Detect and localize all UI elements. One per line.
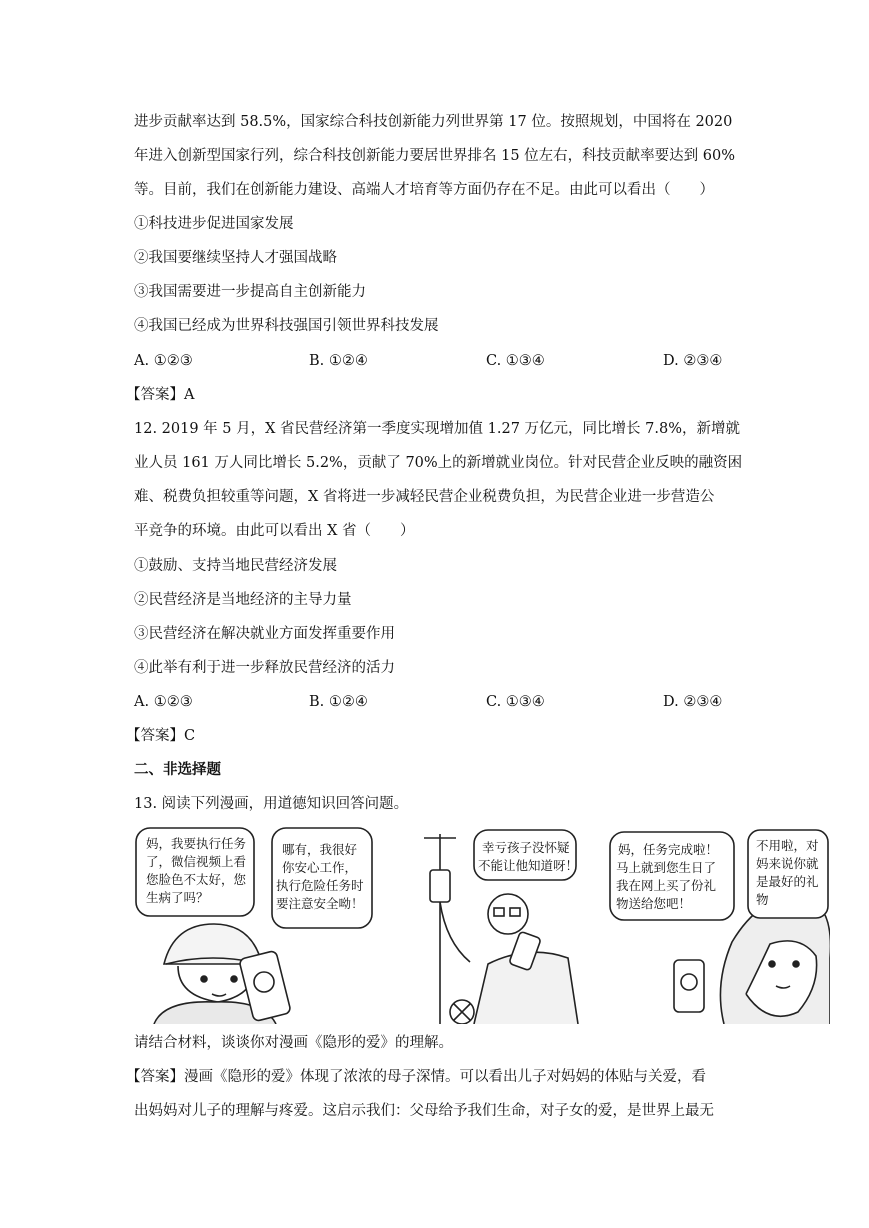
q11-answer: 【答案】A <box>126 387 195 403</box>
q11-option-b[interactable]: B. ①②④ <box>309 353 368 369</box>
bubble1-line-3: 您脸色不太好，您 <box>146 872 247 887</box>
bubble2-line-1: 哪有，我很好 <box>282 842 358 857</box>
q12-statement-3: ③民营经济在解决就业方面发挥重要作用 <box>134 626 395 642</box>
q13-answer-line-2: 出妈妈对儿子的理解与疼爱。这启示我们：父母给予我们生命，对子女的爱，是世界上最无 <box>134 1103 714 1119</box>
bubble3-line-1: 幸亏孩子没怀疑 <box>482 840 570 855</box>
q12-statement-4: ④此举有利于进一步释放民营经济的活力 <box>134 660 395 676</box>
bubble4-line-3: 我在网上买了份礼 <box>616 878 717 893</box>
q12-option-b[interactable]: B. ①②④ <box>309 694 368 710</box>
bubble1-line-2: 了，微信视频上看 <box>146 854 247 869</box>
bubble5-line-4: 物 <box>756 892 769 907</box>
bubble2-line-3: 执行危险任务时 <box>276 878 364 893</box>
q12-statement-1: ①鼓励、支持当地民营经济发展 <box>134 558 337 574</box>
q13-answer-line-1: 【答案】漫画《隐形的爱》体现了浓浓的母子深情。可以看出儿子对妈妈的体贴与关爱，看 <box>126 1069 706 1085</box>
q11-option-a[interactable]: A. ①②③ <box>134 353 193 369</box>
bubble1-line-1: 妈，我要执行任务 <box>146 836 247 851</box>
bubble3-line-2: 不能让他知道呀！ <box>478 858 579 873</box>
q11-option-c[interactable]: C. ①③④ <box>486 353 545 369</box>
q11-line-3: 等。目前，我们在创新能力建设、高端人才培育等方面仍存在不足。由此可以看出（ ） <box>134 182 714 198</box>
comic-invisible-love <box>134 824 830 1024</box>
q13-question: 请结合材料，谈谈你对漫画《隐形的爱》的理解。 <box>134 1035 453 1051</box>
q12-option-a[interactable]: A. ①②③ <box>134 694 193 710</box>
q12-option-c[interactable]: C. ①③④ <box>486 694 545 710</box>
q12-line-4: 平竞争的环境。由此可以看出 X 省（ ） <box>134 523 415 539</box>
bubble2-line-4: 要注意安全呦！ <box>276 896 364 911</box>
bubble5-line-3: 是最好的礼 <box>756 874 819 889</box>
bubble2-line-2: 你安心工作， <box>282 860 358 875</box>
bubble4-line-1: 妈，任务完成啦！ <box>618 842 719 857</box>
q11-statement-4: ④我国已经成为世界科技强国引领世界科技发展 <box>134 318 439 334</box>
q12-statement-2: ②民营经济是当地经济的主导力量 <box>134 592 352 608</box>
bubble5-line-2: 妈来说你就 <box>756 856 819 871</box>
q11-option-d[interactable]: D. ②③④ <box>663 353 723 369</box>
q12-line-2: 业人员 161 万人同比增长 5.2%，贡献了 70%上的新增就业岗位。针对民营企业反映的融资困 <box>134 455 743 471</box>
q12-line-1: 12. 2019 年 5 月，X 省民营经济第一季度实现增加值 1.27 万亿元，同比增长 7.8%，新增就 <box>134 421 741 437</box>
q12-option-d[interactable]: D. ②③④ <box>663 694 723 710</box>
q11-line-1: 进步贡献率达到 58.5%，国家综合科技创新能力列世界第 17 位。按照规划，中国将在 2020 <box>134 114 733 130</box>
bubble1-line-4: 生病了吗？ <box>146 890 209 905</box>
q13-prompt: 13. 阅读下列漫画，用道德知识回答问题。 <box>134 796 409 812</box>
section-title: 二、非选择题 <box>134 761 221 778</box>
q11-line-2: 年进入创新型国家行列，综合科技创新能力要居世界排名 15 位左右，科技贡献率要达到 60% <box>134 148 736 164</box>
bubble5-line-1: 不用啦，对 <box>756 838 819 853</box>
soldier-figure-icon <box>154 924 291 1024</box>
q11-statement-3: ③我国需要进一步提高自主创新能力 <box>134 284 366 300</box>
q11-statement-1: ①科技进步促进国家发展 <box>134 216 294 232</box>
q12-answer: 【答案】C <box>126 728 196 744</box>
q12-line-3: 难、税费负担较重等问题，X 省将进一步减轻民营企业税费负担，为民营企业进一步营造公 <box>134 489 715 505</box>
q11-statement-2: ②我国要继续坚持人才强国战略 <box>134 250 337 266</box>
bubble4-line-4: 物送给您吧！ <box>616 896 692 911</box>
bubble4-line-2: 马上就到您生日了 <box>616 860 717 875</box>
